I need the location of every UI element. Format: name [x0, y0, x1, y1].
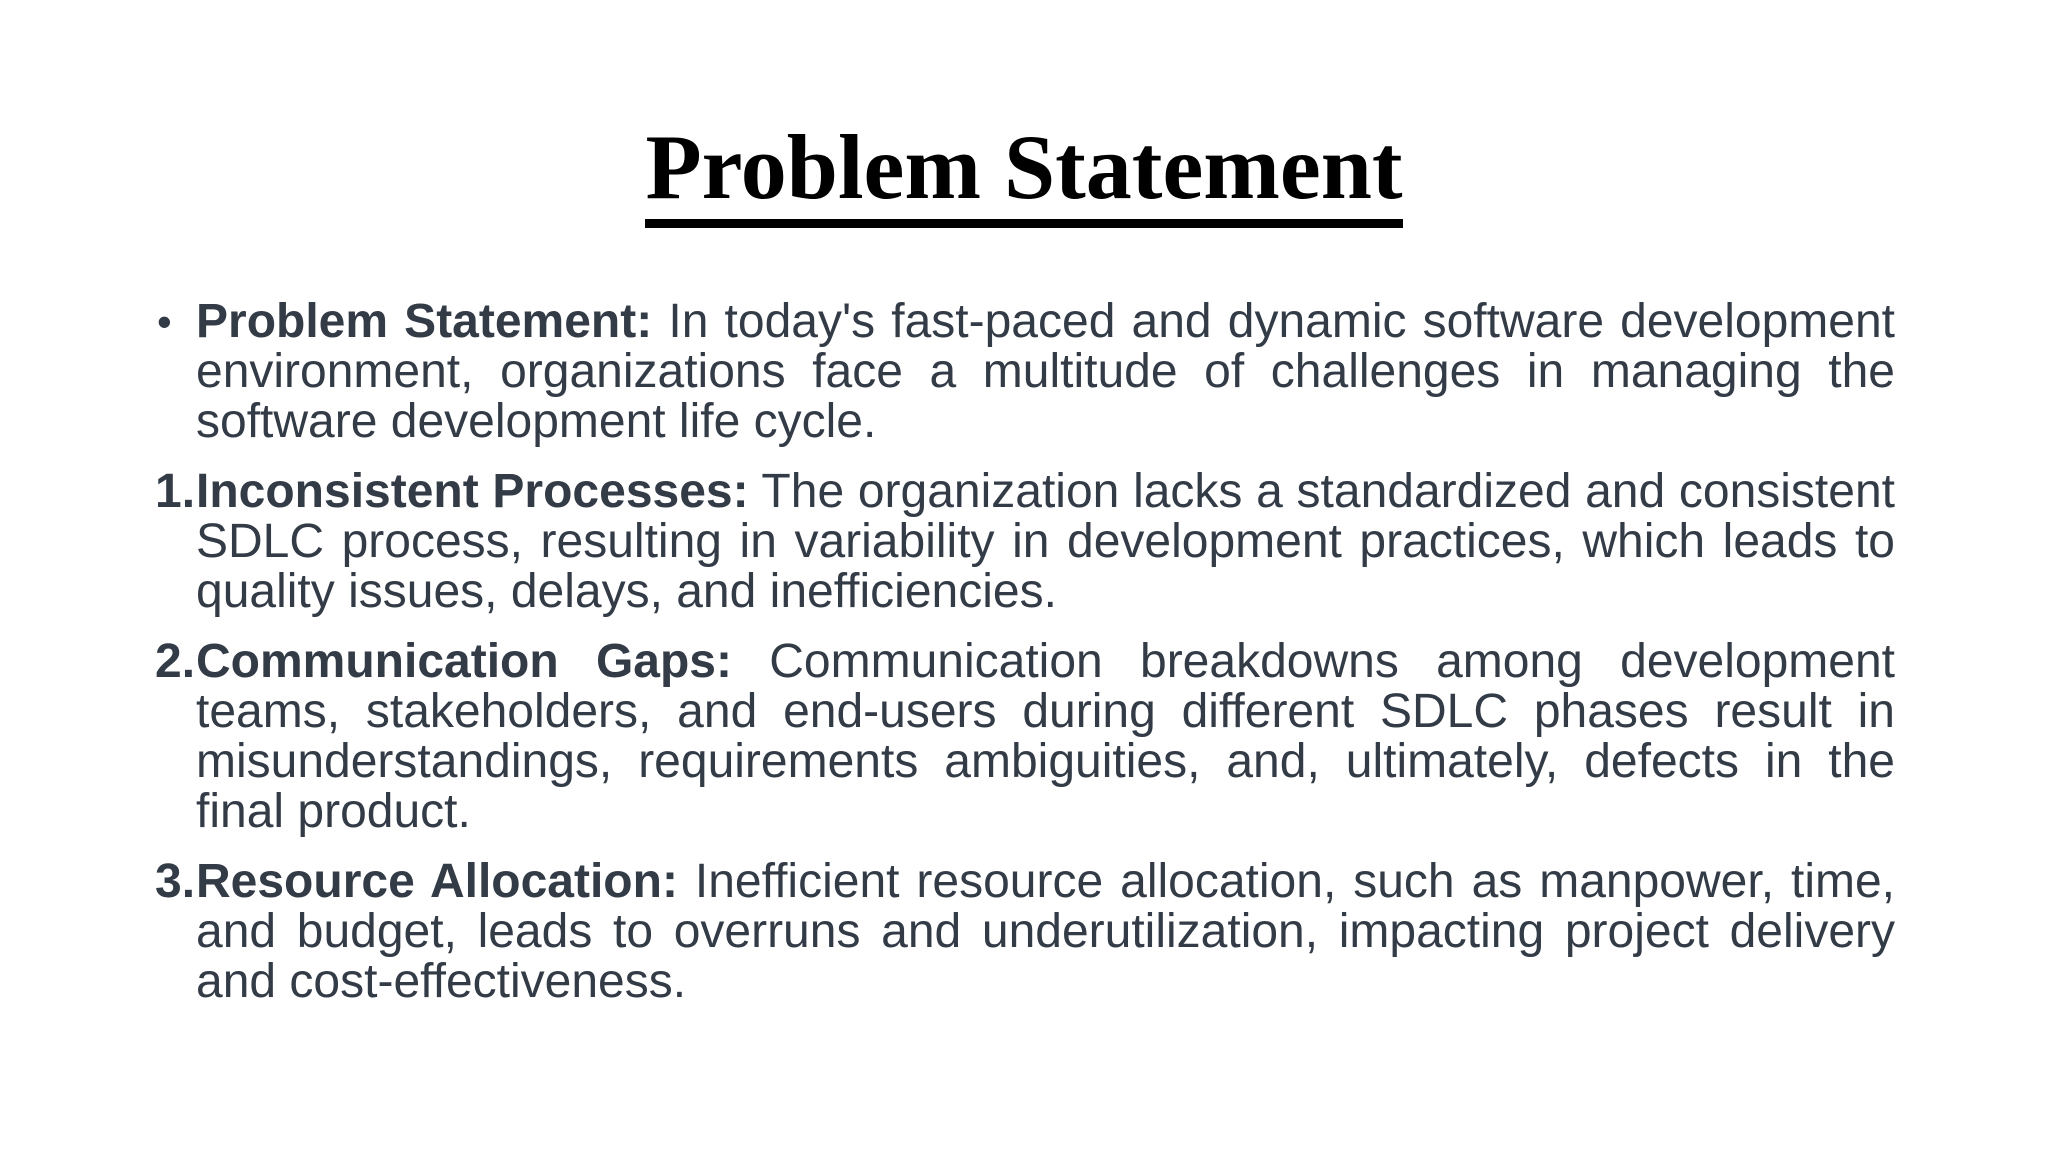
item-colon: :: [636, 295, 653, 348]
slide-body: [155, 297, 1895, 1027]
list-item-communication-gaps: [155, 637, 1895, 837]
bullet-marker: •: [157, 298, 172, 345]
list-item-inconsistent-processes: [155, 467, 1895, 617]
list-item-resource-allocation: [155, 857, 1895, 1007]
item-text: The organization lacks a standardized and consistent SDLC process, resulting in variability in development practices, which leads to quality issues, delays, and inefficiencies.: [196, 465, 1895, 618]
number-marker: 2.: [155, 635, 196, 688]
number-marker: 1.: [155, 465, 196, 518]
slide-title: [0, 118, 2048, 228]
item-lead: Problem Statement: [196, 295, 637, 348]
list-item-problem-statement: [155, 297, 1895, 447]
item-lead: Resource Allocation:: [196, 855, 678, 908]
item-text: Inefficient resource allocation, such as manpower, time, and budget, leads to overruns and underutilization, impacting project delivery and cost-effectiveness.: [196, 855, 1895, 1008]
slide-title-text: Problem Statement: [645, 118, 1402, 228]
item-text: Communication breakdowns among development teams, stakeholders, and end-users during different SDLC phases result in misunderstandings, requirements ambiguities, and, ultimately, defects in the final product.: [196, 635, 1895, 838]
number-marker: 3.: [155, 855, 196, 908]
item-text: In today's fast-paced and dynamic software development environment, organizations face a multitude of challenges in managing the software development life cycle.: [196, 295, 1896, 448]
item-lead: Inconsistent Processes:: [196, 465, 749, 518]
item-lead: Communication Gaps:: [196, 635, 732, 688]
